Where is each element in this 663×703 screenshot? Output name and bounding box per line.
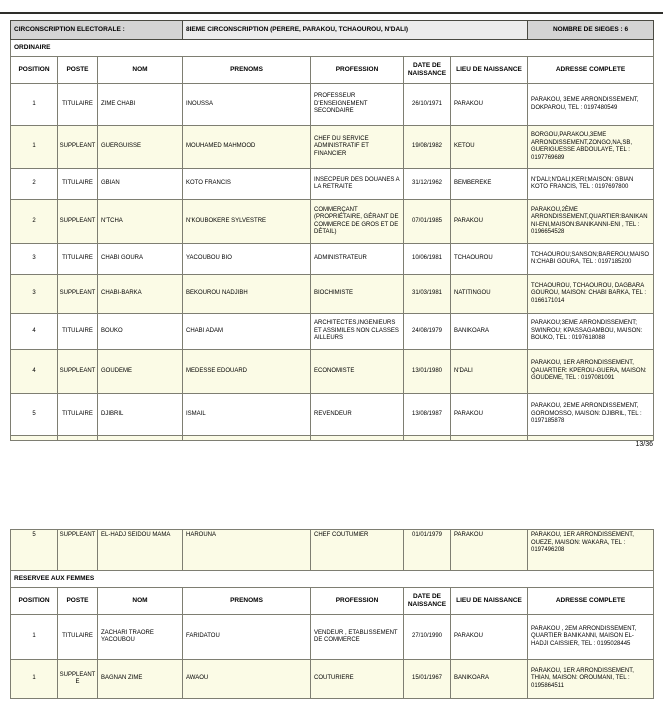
cell-adresse: N'DALI;N'DALI;KERI;MAISON: GBIAN KOTO FRANCIS, TEL : 0197697800 <box>528 169 654 200</box>
cell-date-naissance: 31/12/1962 <box>404 169 451 200</box>
cell-date-naissance: 31/03/1981 <box>404 275 451 314</box>
candidate-row <box>11 615 654 660</box>
cell-adresse: PARAKOU, 2EME ARRONDISSEMENT, GOROMOSSO, MAISON: DJIBRIL, TEL : 0197185878 <box>528 394 654 436</box>
cell-adresse: PARAKOU, 1ER ARRONDISSEMENT, QAUARTIER: KPEROU-GUERA, MAISON: GOUDEME, TEL : 0197081091 <box>528 350 654 394</box>
cell-lieu-naissance: N'DALI <box>451 350 528 394</box>
candidate-row <box>11 126 654 169</box>
cell-adresse: TCHAOUROU, TCHAOUROU, DAGBARA GOUROU, MAISON: CHABI BARKA, TEL : 0166171014 <box>528 275 654 314</box>
cell-lieu-naissance: PARAKOU <box>451 200 528 244</box>
cell-lieu-naissance: NATITINGOU <box>451 275 528 314</box>
col-header-nom: NOM <box>98 588 183 615</box>
cell-profession: COMMERÇANT (PROPRIÉTAIRE, GÉRANT DE COMMERCE DE GROS ET DE DÉTAIL) <box>311 200 404 244</box>
column-header-row <box>11 57 654 84</box>
col-header-adresse: ADRESSE COMPLETE <box>528 588 654 615</box>
cell-profession: REVENDEUR <box>311 394 404 436</box>
col-header-profession: PROFESSION <box>311 57 404 84</box>
candidate-row <box>11 394 654 436</box>
cell-nom: CHABI-BARKA <box>98 275 183 314</box>
cell-prenoms: BEKOUROU NADJIBH <box>183 275 311 314</box>
cell-position: 5 <box>11 530 58 571</box>
cell-lieu-naissance: TCHAOUROU <box>451 244 528 275</box>
col-header-date-naissance: DATE DE NAISSANCE <box>404 588 451 615</box>
cell-position: 2 <box>11 169 58 200</box>
cell-profession: PROFESSEUR D'ENSEIGNEMENT SECONDAIRE <box>311 84 404 126</box>
cell-poste: TITULAIRE <box>58 84 98 126</box>
cell-nom: BAGNAN ZIME <box>98 660 183 699</box>
candidate-row <box>11 314 654 350</box>
cell-poste: TITULAIRE <box>58 615 98 660</box>
cell-prenoms: HAROUNA <box>183 530 311 571</box>
continuation-table <box>10 529 654 699</box>
cell-adresse: PARAKOU , 2EM ARRONDISSEMENT, QUARTIER BANIKANNI, MAISON EL-HADJI CAISSIER, TEL : 0195028445 <box>528 615 654 660</box>
cell-lieu-naissance: BEMBEREKE <box>451 169 528 200</box>
col-header-lieu-naissance: LIEU DE NAISSANCE <box>451 588 528 615</box>
cell-poste: TITULAIRE <box>58 244 98 275</box>
cell-position: 5 <box>11 394 58 436</box>
row-continuation-sliver <box>11 436 654 441</box>
cell-date-naissance: 19/08/1982 <box>404 126 451 169</box>
cell-prenoms: YACOUBOU BIO <box>183 244 311 275</box>
cell-profession: COUTURIERE <box>311 660 404 699</box>
ordinaire-table <box>10 20 654 441</box>
page-top-rule <box>0 12 663 14</box>
cell-profession: ARCHITECTES,INGENIEURS ET ASSIMILES NON CLASSES AILLEURS <box>311 314 404 350</box>
cell-adresse: PARAKOU, 1ER ARRONDISSEMENT, OUEZE, MAISON: WAKARA, TEL : 0197496208 <box>528 530 654 571</box>
section-ordinaire-row <box>11 40 654 57</box>
cell-prenoms: FARIDATOU <box>183 615 311 660</box>
cell-nom: ZACHARI TRAORE YACOUBOU <box>98 615 183 660</box>
candidate-row <box>11 200 654 244</box>
col-header-prenoms: PRENOMS <box>183 57 311 84</box>
cell-lieu-naissance: BANIKOARA <box>451 314 528 350</box>
col-header-nom: NOM <box>98 57 183 84</box>
col-header-poste: POSTE <box>58 57 98 84</box>
cell-profession: INSECPEUR DES DOUANES A LA RETRAITE <box>311 169 404 200</box>
cell-date-naissance: 07/01/1985 <box>404 200 451 244</box>
cell-date-naissance: 13/08/1987 <box>404 394 451 436</box>
cell-position: 3 <box>11 275 58 314</box>
cell-position: 3 <box>11 244 58 275</box>
cell-position: 4 <box>11 350 58 394</box>
cell-prenoms: ISMAIL <box>183 394 311 436</box>
candidate-row <box>11 244 654 275</box>
cell-lieu-naissance: PARAKOU <box>451 530 528 571</box>
cell-adresse: TCHAOUROU;SANSON;BAREROU;MAISON:CHABI GOURA, TEL : 0197185200 <box>528 244 654 275</box>
cell-adresse: PARAKOU;3EME ARRONDISSEMENT; SWINROU; KPASSAGAMBOU, MAISON: BOUKO, TEL : 0197618088 <box>528 314 654 350</box>
cell-nom: DJIBRIL <box>98 394 183 436</box>
col-header-adresse: ADRESSE COMPLETE <box>528 57 654 84</box>
cell-adresse: BORGOU,PARAKOU,3EME ARRONDISSEMENT,ZONGO,NA,SB, GUERIGUESSE ABDOULAYE, TEL : 0197769689 <box>528 126 654 169</box>
cell-nom: BOUKO <box>98 314 183 350</box>
cell-poste: SUPPLEANT <box>58 200 98 244</box>
cell-adresse: PARAKOU,2ÈME ARRONDISSEMENT,QUARTIER:BANIKANNI-ENI,MAISON:BANIKANNI-ENI , TEL : 0196654528 <box>528 200 654 244</box>
col-header-position: POSITION <box>11 57 58 84</box>
circonscription-label: CIRCONSCRIPTION ELECTORALE : <box>11 21 183 40</box>
col-header-poste: POSTE <box>58 588 98 615</box>
candidate-row <box>11 350 654 394</box>
col-header-profession: PROFESSION <box>311 588 404 615</box>
cell-prenoms: CHABI ADAM <box>183 314 311 350</box>
cell-profession: ECONOMISTE <box>311 350 404 394</box>
seats-count: NOMBRE DE SIEGES : 6 <box>528 21 654 40</box>
column-header-row <box>11 588 654 615</box>
cell-prenoms: AWAOU <box>183 660 311 699</box>
col-header-prenoms: PRENOMS <box>183 588 311 615</box>
cell-nom: GBIAN <box>98 169 183 200</box>
candidate-row <box>11 169 654 200</box>
cell-position: 1 <box>11 615 58 660</box>
cell-nom: GOUDEME <box>98 350 183 394</box>
cell-nom: GUERGUISSE <box>98 126 183 169</box>
section-ordinaire-label: ORDINAIRE <box>11 40 654 57</box>
cell-date-naissance: 15/01/1967 <box>404 660 451 699</box>
cell-prenoms: N'KOUBOKERE SYLVESTRE <box>183 200 311 244</box>
circonscription-value: 8IEME CIRCONSCRIPTION (PERERE, PARAKOU, TCHAOUROU, N'DALI) <box>183 21 528 40</box>
cell-date-naissance: 24/08/1979 <box>404 314 451 350</box>
cell-lieu-naissance: PARAKOU <box>451 394 528 436</box>
cell-adresse: PARAKOU, 3EME ARRONDISSEMENT, DOKPAROU, TEL : 0197480549 <box>528 84 654 126</box>
cell-lieu-naissance: PARAKOU <box>451 615 528 660</box>
cell-position: 1 <box>11 126 58 169</box>
cell-position: 1 <box>11 660 58 699</box>
cell-poste: SUPPLEANTE <box>58 660 98 699</box>
cell-poste: SUPPLEANT <box>58 530 98 571</box>
cell-nom: N'TCHA <box>98 200 183 244</box>
cell-prenoms: MOUHAMED MAHMOOD <box>183 126 311 169</box>
cell-date-naissance: 01/01/1979 <box>404 530 451 571</box>
page-number: 13/36 <box>635 441 653 448</box>
cell-nom: ZIME CHABI <box>98 84 183 126</box>
col-header-position: POSITION <box>11 588 58 615</box>
cell-profession: CHEF COUTUMIER <box>311 530 404 571</box>
col-header-lieu-naissance: LIEU DE NAISSANCE <box>451 57 528 84</box>
candidate-row <box>11 530 654 571</box>
cell-profession: VENDEUR , ETABLISSEMENT DE COMMERCE <box>311 615 404 660</box>
cell-position: 2 <box>11 200 58 244</box>
cell-lieu-naissance: KETOU <box>451 126 528 169</box>
cell-profession: CHEF DU SERVICE ADMINISTRATIF ET FINANCIER <box>311 126 404 169</box>
cell-poste: TITULAIRE <box>58 314 98 350</box>
cell-lieu-naissance: PARAKOU <box>451 84 528 126</box>
header-band <box>11 21 654 40</box>
col-header-date-naissance: DATE DE NAISSANCE <box>404 57 451 84</box>
section-femmes-label: RESERVEE AUX FEMMES <box>11 571 654 588</box>
cell-poste: TITULAIRE <box>58 394 98 436</box>
section-femmes-row <box>11 571 654 588</box>
cell-prenoms: KOTO FRANCIS <box>183 169 311 200</box>
cell-date-naissance: 10/06/1981 <box>404 244 451 275</box>
candidate-row <box>11 275 654 314</box>
cell-position: 4 <box>11 314 58 350</box>
candidate-row <box>11 660 654 699</box>
cell-prenoms: MEDESSE EDOUARD <box>183 350 311 394</box>
cell-date-naissance: 26/10/1971 <box>404 84 451 126</box>
cell-nom: CHABI GOURA <box>98 244 183 275</box>
cell-adresse: PARAKOU, 1ER ARRONDISSEMENT, THIAN, MAISON: OROUMANI, TEL : 0195864511 <box>528 660 654 699</box>
cell-date-naissance: 27/10/1990 <box>404 615 451 660</box>
candidate-row <box>11 84 654 126</box>
cell-lieu-naissance: BANIKOARA <box>451 660 528 699</box>
cell-poste: SUPPLEANT <box>58 275 98 314</box>
cell-nom: EL-HADJ SEIDOU MAMA <box>98 530 183 571</box>
cell-profession: BIOCHIMISTE <box>311 275 404 314</box>
cell-prenoms: INOUSSA <box>183 84 311 126</box>
cell-date-naissance: 13/01/1980 <box>404 350 451 394</box>
cell-position: 1 <box>11 84 58 126</box>
cell-poste: TITULAIRE <box>58 169 98 200</box>
cell-poste: SUPPLEANT <box>58 350 98 394</box>
cell-poste: SUPPLEANT <box>58 126 98 169</box>
cell-profession: ADMINISTRATEUR <box>311 244 404 275</box>
